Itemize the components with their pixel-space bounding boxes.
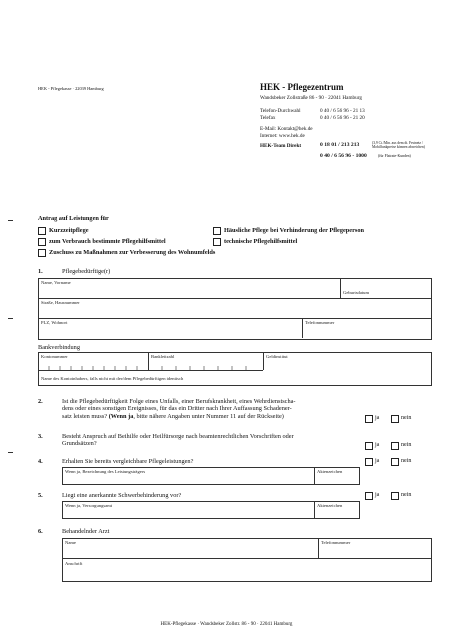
- option-verhinderungspflege[interactable]: Häusliche Pflege bei Verhinderung der Pflegeperson: [213, 227, 364, 235]
- q3-number: 3.: [38, 433, 43, 440]
- account-holder-field[interactable]: Name des Kontoinhabers, falls nicht mit der/dem Pflegebedürftigen identisch: [41, 376, 184, 381]
- option-verbrauchshilfsmittel[interactable]: zum Verbrauch bestimmte Pflegehilfsmittel: [38, 238, 166, 246]
- bank-code-field[interactable]: Bankleitzahl: [151, 354, 175, 359]
- q2-no-label: nein: [401, 415, 412, 421]
- q3-line-1: Besteht Anspruch auf Beihilfe oder Heilfürsorge nach beamtenrechtlichen Vorschriften oder: [62, 433, 294, 440]
- option-kurzzeitpflege[interactable]: Kurzzeitpflege: [38, 227, 89, 235]
- phone-label: Telefon-Durchwahl: [260, 108, 301, 114]
- q2-text: [62, 398, 372, 420]
- q3-yes-checkbox[interactable]: [365, 442, 373, 450]
- phone-value: 0 40 / 6 56 96 - 21 13: [320, 108, 365, 114]
- q4-provider-field[interactable]: Wenn ja, Bezeichnung des Leistungsträgers: [65, 469, 146, 474]
- checkbox[interactable]: [38, 249, 46, 257]
- q2-line-1: Ist die Pflegebedürftigkeit Folge eines Unfalls, einer Berufskrankheit, eines Wehrdienstscha-: [62, 398, 296, 405]
- person-fields-grid: [38, 278, 432, 340]
- team-phone-2-note: (für Flatrate-Kunden): [378, 154, 411, 158]
- q4-no-checkbox[interactable]: [391, 458, 399, 466]
- name-field[interactable]: Name, Vorname: [41, 280, 71, 285]
- divider: [340, 278, 341, 298]
- q6-title: Behandelnder Arzt: [62, 528, 110, 535]
- birthdate-field[interactable]: Geburtsdatum: [343, 290, 370, 295]
- doctor-fields-grid: [62, 538, 432, 582]
- plz-field[interactable]: PLZ, Wohnort: [41, 320, 68, 325]
- section-1-number: 1.: [38, 268, 43, 275]
- team-phone-1: 0 18 01 / 213 213: [320, 142, 360, 148]
- fold-mark: [8, 220, 13, 221]
- street-field[interactable]: Straße, Hausnummer: [41, 300, 80, 305]
- q5-office-field[interactable]: Wenn ja, Versorgungsamt: [65, 503, 113, 508]
- q3-no-checkbox[interactable]: [391, 442, 399, 450]
- fax-label: Telefax: [260, 115, 276, 121]
- bank-title: Bankverbindung: [38, 344, 80, 351]
- option-technische-hilfsmittel[interactable]: technische Pflegehilfsmittel: [213, 238, 297, 246]
- q2-line-2: dens oder eines sonstigen Ereignisses, für das ein Dritter nach Ihrer Auffassung Schadener-: [62, 405, 292, 413]
- bank-institute-field[interactable]: Geldinstitut: [266, 354, 288, 359]
- q2-yes-label: ja: [375, 415, 380, 421]
- q4-no-label: nein: [401, 458, 412, 464]
- antrag-title: Antrag auf Leistungen für: [38, 215, 109, 222]
- internet-line: Internet: www.hek.de: [260, 133, 305, 139]
- org-address: Wandsbeker Zollstraße 86 - 90 · 22041 Hamburg: [260, 95, 362, 101]
- divider: [318, 538, 319, 558]
- q3-line-2: Grundsätzen?: [62, 440, 97, 448]
- divider: [62, 558, 431, 559]
- q5-yes-checkbox[interactable]: [365, 492, 373, 500]
- phone-field[interactable]: Telefonnummer: [305, 320, 335, 325]
- q4-text: Erhalten Sie bereits vergleichbare Pflegeleistungen?: [62, 458, 194, 465]
- fax-value: 0 40 / 6 56 96 - 21 20: [320, 115, 365, 121]
- checkbox[interactable]: [213, 238, 221, 246]
- q2-yes-checkbox[interactable]: [365, 415, 373, 423]
- punch-mark: [8, 318, 13, 319]
- q5-yes-label: ja: [375, 492, 380, 498]
- q2-line-3: satz leisten muss? (Wenn ja, bitte nähere Angaben unter Nummer 11 auf der Rückseite): [62, 412, 284, 420]
- sender-line: HEK - Pflegekasse · 22039 Hamburg: [38, 86, 104, 91]
- q5-no-label: nein: [401, 492, 412, 498]
- q5-number: 5.: [38, 492, 43, 499]
- q5-no-checkbox[interactable]: [391, 492, 399, 500]
- org-title: HEK - Pflegezentrum: [260, 82, 344, 92]
- team-phone-2: 0 40 / 6 56 96 - 1000: [320, 153, 367, 159]
- q3-no-label: nein: [401, 442, 412, 448]
- footer: HEK-Pflegekasse · Wandsbeker Zollstr. 86 - 90 · 22041 Hamburg: [160, 622, 293, 627]
- team-label: HEK-Team Direkt: [260, 143, 302, 149]
- option-wohnumfeld[interactable]: Zuschuss zu Maßnahmen zur Verbesserung des Wohnumfelds: [38, 249, 215, 257]
- account-number-field[interactable]: Kontonummer: [41, 354, 68, 359]
- doctor-phone-field[interactable]: Telefonnummer: [321, 540, 351, 545]
- checkbox[interactable]: [213, 227, 221, 235]
- q2-no-checkbox[interactable]: [391, 415, 399, 423]
- divider: [38, 298, 431, 299]
- divider: [302, 318, 303, 338]
- q4-yes-checkbox[interactable]: [365, 458, 373, 466]
- doctor-address-field[interactable]: Anschrift: [65, 561, 83, 566]
- divider: [263, 352, 264, 370]
- q4-number: 4.: [38, 458, 43, 465]
- q3-yes-label: ja: [375, 442, 380, 448]
- section-1-title: Pflegebedürftige(r): [62, 268, 111, 275]
- q2-number: 2.: [38, 398, 43, 405]
- divider: [38, 318, 431, 319]
- q5-reference-field[interactable]: Aktenzeichen: [317, 503, 343, 508]
- q6-number: 6.: [38, 528, 43, 535]
- digit-ticks: [38, 366, 263, 372]
- team-phone-1-note: (3,9 Ct./Min. aus dem dt. Festnetz / Mobilfunkpreise können abweichen): [372, 141, 425, 150]
- doctor-name-field[interactable]: Name: [65, 540, 76, 545]
- checkbox[interactable]: [38, 238, 46, 246]
- divider: [314, 467, 315, 484]
- q3-text: [62, 433, 372, 448]
- fold-mark: [8, 452, 13, 453]
- q4-reference-field[interactable]: Aktenzeichen: [317, 469, 343, 474]
- checkbox[interactable]: [38, 227, 46, 235]
- q5-text: Liegt eine anerkannte Schwerbehinderung vor?: [62, 492, 182, 499]
- email-line: E-Mail: Kontakt@hek.de: [260, 126, 313, 132]
- q4-yes-label: ja: [375, 458, 380, 464]
- divider: [314, 501, 315, 518]
